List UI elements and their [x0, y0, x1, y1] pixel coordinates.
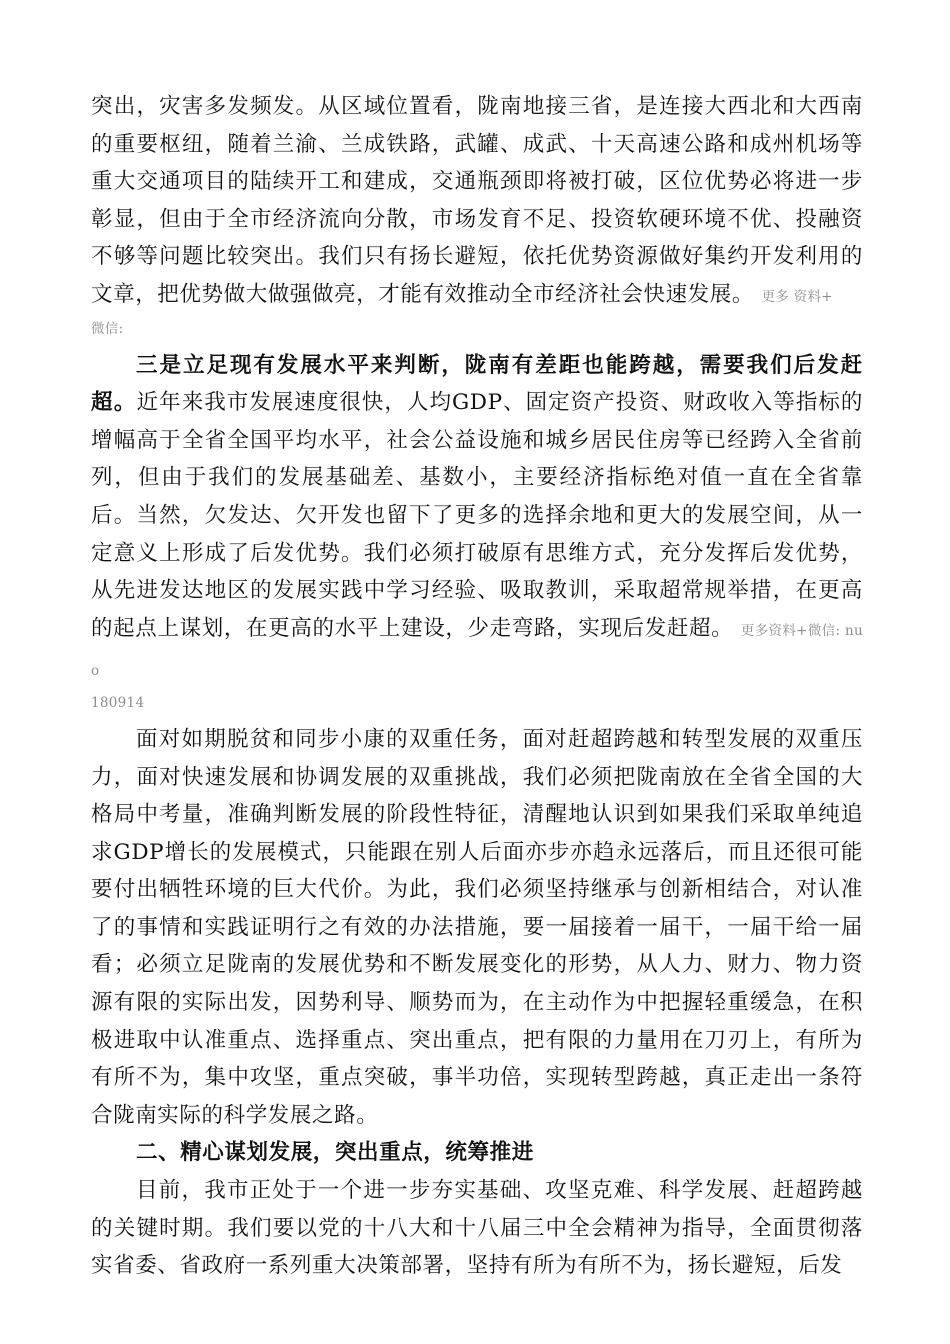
paragraph-2-lead: 三是立足现有发展水平来判断，陇南有差距也能跨越，需要我们后发赶超。: [91, 352, 863, 416]
paragraph-1: [91, 88, 863, 341]
promo-note-1-cont: 微信:: [91, 320, 124, 337]
paragraph-2-text: 近年来我市发展速度很快，人均GDP、固定资产投资、财政收入等指标的增幅高于全省全国平均水平，社会公益设施和城乡居民住房等已经跨入全省前列，但由于我们的发展基础差、基数小，主要经济指标绝对值一直在全省靠后。当然，欠发达、欠开发也留下了更多的选择余地和更大的发展空间，从一定意义上形成了后发优势。我们必须打破原有思维方式，充分发挥后发优势，从先进发达地区的发展实践中学习经验、吸取教训，采取超常规举措，在更高的起点上谋划，在更高的水平上建设，少走弯路，实现后发赶超。: [91, 390, 863, 641]
document-page: [91, 88, 863, 1285]
paragraph-1-text: 突出，灾害多发频发。从区域位置看，陇南地接三省，是连接大西北和大西南的重要枢纽，随着兰渝、兰成铁路，武罐、成武、十天高速公路和成州机场等重大交通项目的陆续开工和建成，交通瓶颈即将被打破，区位优势必将进一步彰显，但由于全市经济流向分散，市场发育不足、投资软硬环境不优、投融资不够等问题比较突出。我们只有扬长避短，依托优势资源做好集约开发利用的文章，把优势做大做强做亮，才能有效推动全市经济社会快速发展。: [91, 94, 863, 307]
promo-note-2-cont: 180914: [91, 694, 145, 711]
section-heading: 二、精心谋划发展，突出重点，统筹推进: [136, 1140, 534, 1166]
promo-note-2: 更多资料+微信: nuo: [91, 622, 864, 680]
promo-note-1: 更多 资料+: [761, 288, 833, 305]
paragraph-2: [91, 347, 863, 715]
paragraph-4: 目前，我市正处于一个进一步夯实基础、攻坚克难、科学发展、赶超跨越的关键时期。我们要以党的十八大和十八届三中全会精神为指导，全面贯彻落实省委、省政府一系列重大决策部署，坚持有所为有所不为，扬长避短，后发: [91, 1178, 863, 1279]
paragraph-3: 面对如期脱贫和同步小康的双重任务，面对赶超跨越和转型发展的双重压力，面对快速发展和协调发展的双重挑战，我们必须把陇南放在全省全国的大格局中考量，准确判断发展的阶段性特征，清醒地认识到如果我们采取单纯追求GDP增长的发展模式，只能跟在别人后面亦步亦趋永远落后，而且还很可能要付出牺牲环境的巨大代价。为此，我们必须坚持继承与创新相结合，对认准了的事情和实践证明行之有效的办法措施，要一届接着一届干，一届干给一届看；必须立足陇南的发展优势和不断发展变化的形势，从人力、财力、物力资源有限的实际出发，因势利导、顺势而为，在主动作为中把握轻重缓急，在积极进取中认准重点、选择重点、突出重点，把有限的力量用在刀刃上，有所为有所不为，集中攻坚，重点突破，事半功倍，实现转型跨越，真正走出一条符合陇南实际的科学发展之路。: [91, 726, 863, 1128]
